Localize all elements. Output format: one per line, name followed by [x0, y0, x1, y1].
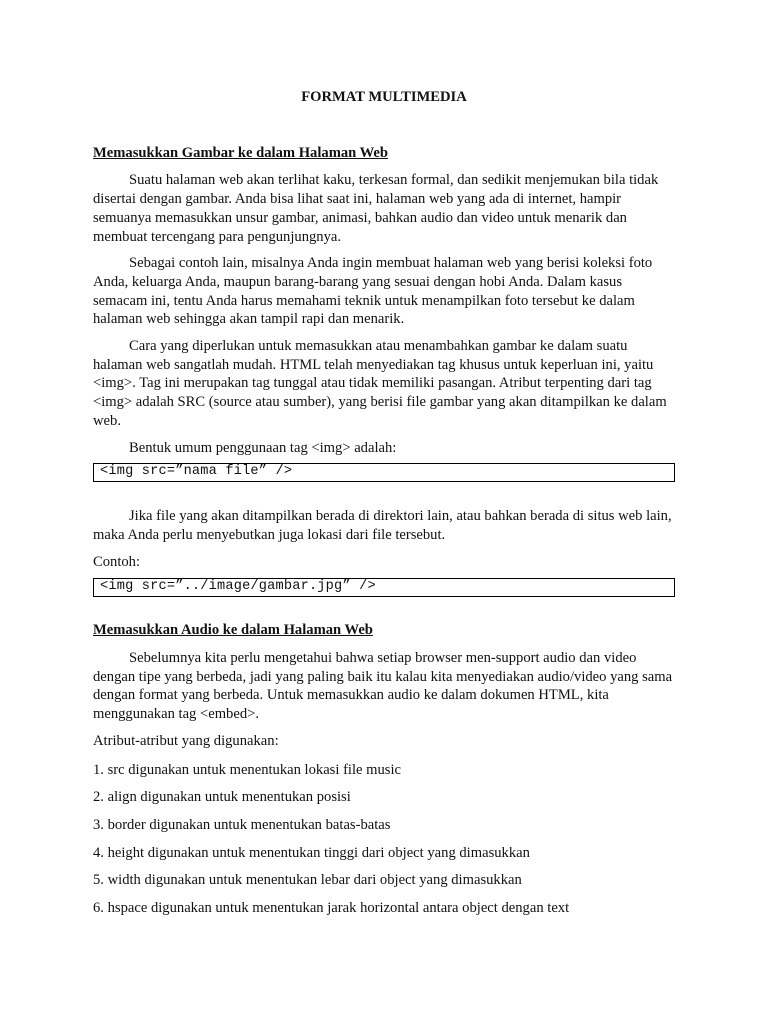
document-body: [93, 88, 675, 927]
section-heading-audio: Memasukkan Audio ke dalam Halaman Web: [93, 622, 373, 639]
list-item: 2. align digunakan untuk menentukan posisi: [93, 789, 351, 806]
paragraph: Bentuk umum penggunaan tag <img> adalah:: [129, 439, 397, 456]
list-item: 3. border digunakan untuk menentukan batas-batas: [93, 816, 391, 833]
document-title: FORMAT MULTIMEDIA: [301, 89, 467, 105]
paragraph: Suatu halaman web akan terlihat kaku, terkesan formal, dan sedikit menjemukan bila tidak disertai dengan gambar. Anda bisa lihat saat ini, halaman web yang ada di internet, hampir semuanya memasukkan unsur gambar, animasi, bahkan audio dan video untuk menarik dan membuat tercengang para pengunjungnya.: [93, 172, 659, 245]
section-heading-image: Memasukkan Gambar ke dalam Halaman Web: [93, 144, 389, 161]
attribute-list: [93, 761, 675, 918]
attributes-label: Atribut-atribut yang digunakan:: [93, 732, 279, 749]
paragraph: Sebelumnya kita perlu mengetahui bahwa setiap browser men-support audio dan video dengan tipe yang berbeda, jadi yang paling baik itu kalau kita menyediakan audio/video yang sama dengan format yang berbeda. Untuk memasukkan audio ke dalam dokumen HTML, kita menggunakan tag <embed>.: [93, 650, 673, 723]
list-item: 1. src digunakan untuk menentukan lokasi file music: [93, 761, 402, 778]
paragraph: Cara yang diperlukan untuk memasukkan atau menambahkan gambar ke dalam suatu halaman web sangatlah mudah. HTML telah menyediakan tag khusus untuk keperluan ini, yaitu <img>. Tag ini merupakan tag tunggal atau tidak memiliki pasangan. Atribut terpenting dari tag <img> adalah SRC (source atau sumber), yang berisi file gambar yang akan ditampilkan ke dalam web.: [93, 338, 667, 429]
example-label: Contoh:: [93, 553, 141, 570]
paragraph: Jika file yang akan ditampilkan berada di direktori lain, atau bahkan berada di situs web lain, maka Anda perlu menyebutkan juga lokasi dari file tersebut.: [93, 508, 672, 543]
paragraph: Sebagai contoh lain, misalnya Anda ingin membuat halaman web yang berisi koleksi foto Anda, keluarga Anda, maupun barang-barang yang sesuai dengan hobi Anda. Dalam kasus semacam ini, tentu Anda harus memahami teknik untuk menampilkan foto tersebut ke dalam halaman web sehingga akan tampil rapi dan menarik.: [93, 255, 653, 328]
list-item: 5. width digunakan untuk menentukan lebar dari object yang dimasukkan: [93, 872, 522, 889]
code-example-box: <img src=”nama file” />: [93, 463, 675, 482]
code-example-box: <img src=”../image/gambar.jpg” />: [93, 578, 675, 597]
list-item: 4. height digunakan untuk menentukan tinggi dari object yang dimasukkan: [93, 844, 530, 861]
list-item: 6. hspace digunakan untuk menentukan jarak horizontal antara object dengan text: [93, 900, 570, 917]
